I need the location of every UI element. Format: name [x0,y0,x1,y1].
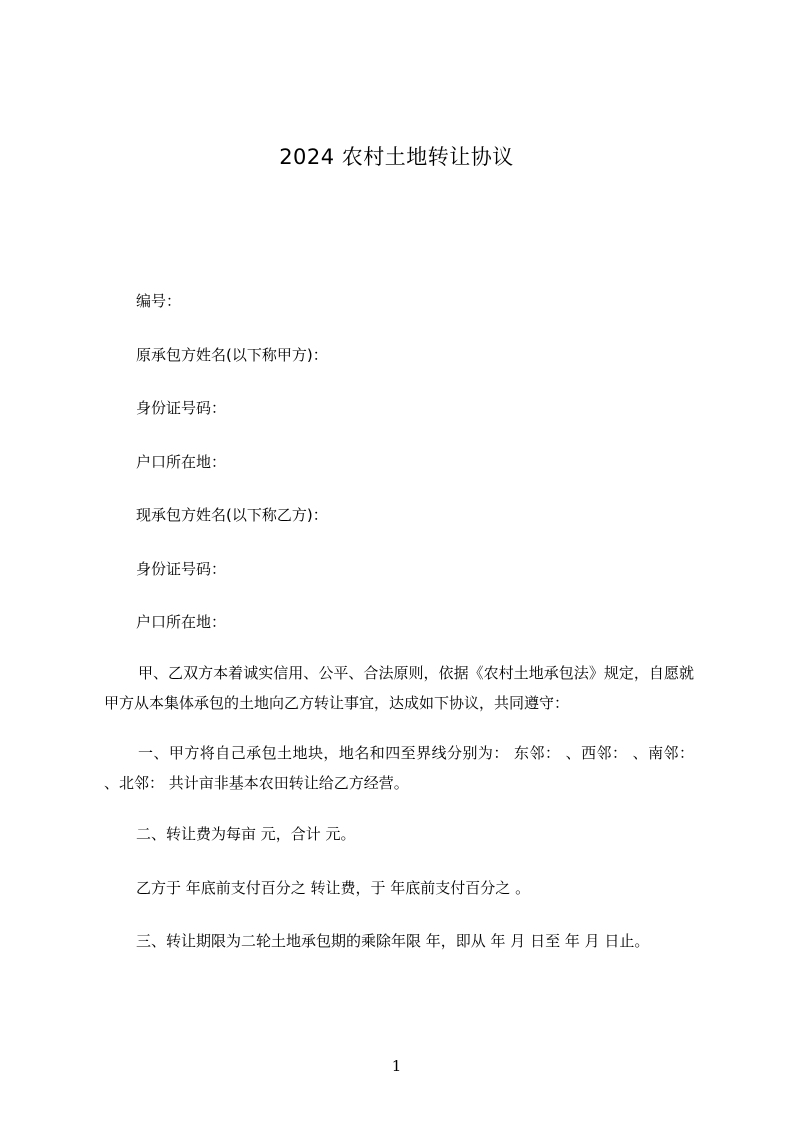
intro-paragraph: 甲、乙双方本着诚实信用、公平、合法原则，依据《农村土地承包法》规定，自愿就甲方从本集体承包的土地向乙方转让事宜，达成如下协议，共同遵守： [104,664,694,712]
clause-2-line: 二、转让费为每亩 元，合计 元。 [136,825,356,843]
field-party-b-id: 身份证号码： [136,560,227,578]
clause-2-payment-line: 乙方于 年底前支付百分之 转让费，于 年底前支付百分之 。 [136,879,531,897]
field-party-a-id: 身份证号码： [136,399,227,417]
clause-3-line: 三、转让期限为二轮土地承包期的乘除年限 年，即从 年 月 日至 年 月 日止。 [136,932,650,950]
field-party-b-residence: 户口所在地： [136,613,227,631]
document-title: 2024 农村土地转让协议 [279,145,514,169]
field-party-a-name: 原承包方姓名(以下称甲方)： [136,346,328,364]
clause-1-paragraph: 一、甲方将自己承包土地块，地名和四至界线分别为： 东邻： 、西邻： 、南邻： 、北邻： 共计亩非基本农田转让给乙方经营。 [104,744,694,792]
page-number: 1 [391,1057,402,1075]
field-contract-number: 编号： [136,292,182,310]
field-party-a-residence: 户口所在地： [136,453,227,471]
field-party-b-name: 现承包方姓名(以下称乙方)： [136,506,328,524]
